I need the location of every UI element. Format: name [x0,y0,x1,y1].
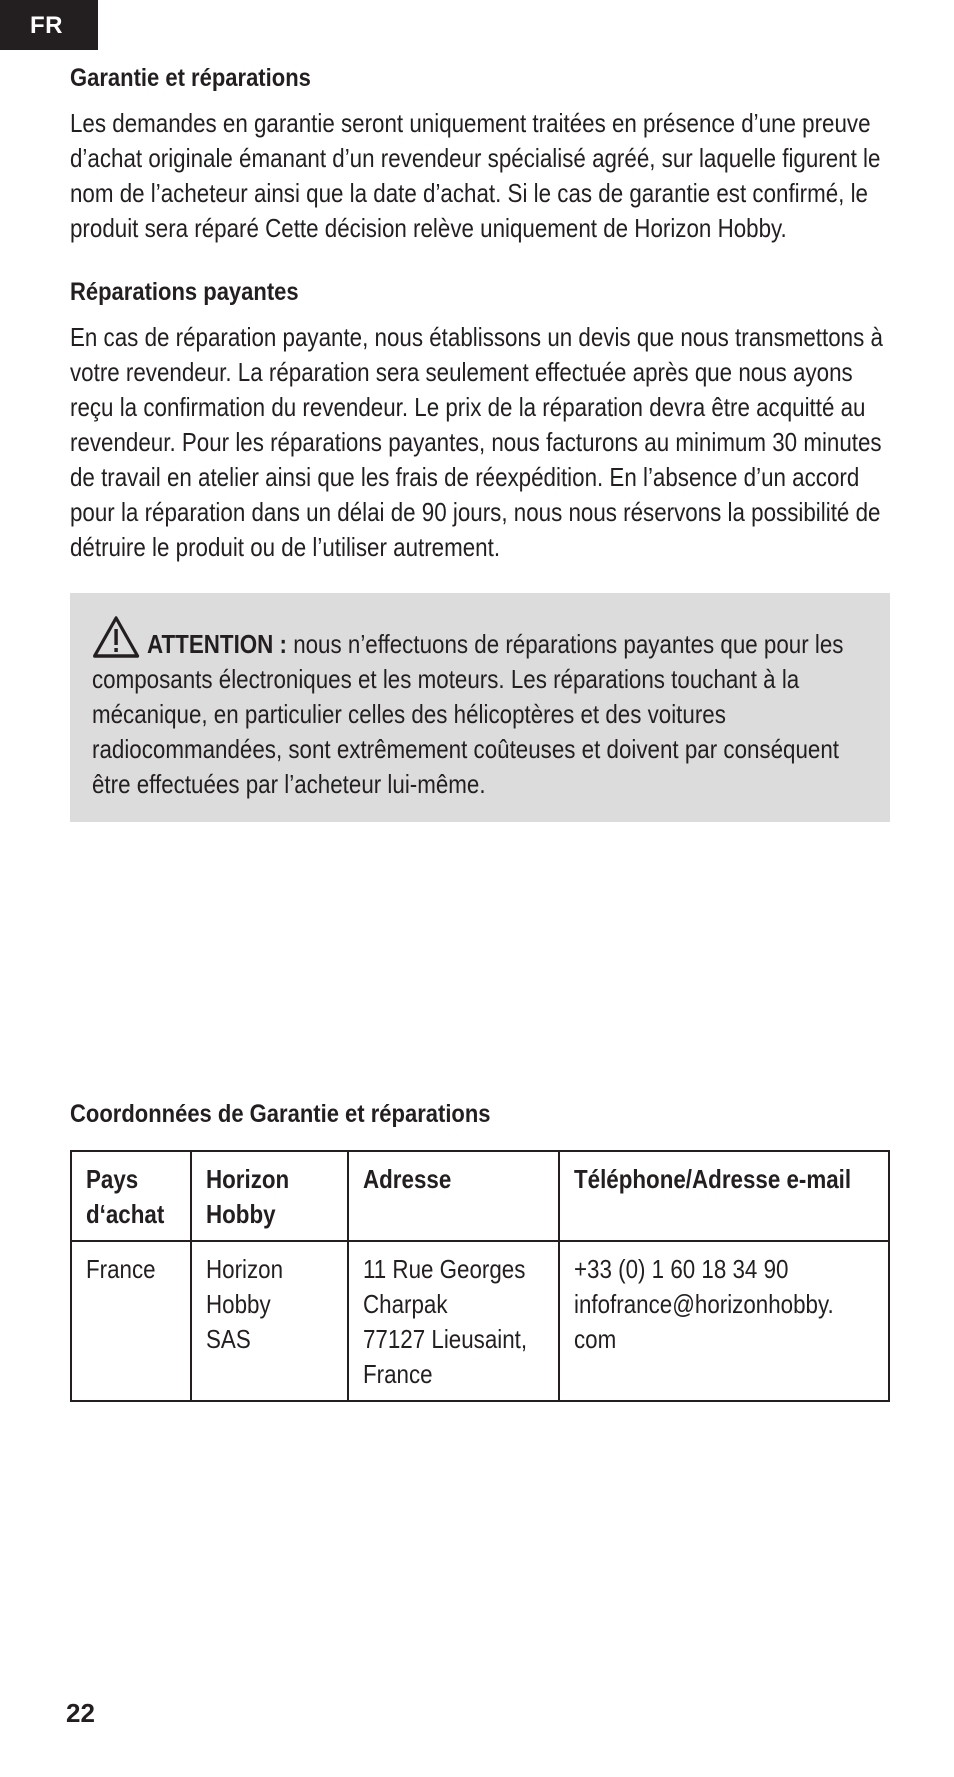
contacts-table [70,1150,890,1402]
paid-repairs-heading: Réparations payantes [70,278,299,306]
attention-label: ATTENTION : [147,629,287,659]
page-number: 22 [66,1698,95,1728]
warranty-heading: Garantie et réparations [70,64,311,92]
cell-phone-email: +33 (0) 1 60 18 34 90 infofrance@horizonhobby. com [559,1241,889,1401]
warning-triangle-icon [92,615,140,659]
language-tab: FR [0,0,98,50]
cell-company: Horizon Hobby SAS [191,1241,348,1401]
table-header-row [71,1151,889,1241]
attention-text: nous n’effectuons de réparations payantes que pour les composants électroniques et les moteurs. Les réparations touchant à la mécanique, en particulier celles des hélicoptères et des voitures radiocommandées, sont extrêmement coûteuses et doivent par conséquent être effectuées par l’acheteur lui-même. [92,629,844,799]
cell-country: France [71,1241,191,1401]
table-row [71,1241,889,1401]
attention-box [70,593,890,822]
contacts-section [70,1096,890,1402]
warranty-paragraph: Les demandes en garantie seront uniquement traitées en présence d’une preuve d’achat originale émanant d’un revendeur spécialisé agréé, sur laquelle figurent le nom de l’acheteur ainsi que la date d’achat. Si le cas de garantie est confirmé, le produit sera réparé Cette décision relève uniquement de Horizon Hobby. [70,108,881,243]
attention-paragraph [92,615,849,802]
header-address: Adresse [348,1151,559,1241]
header-phone-email: Téléphone/Adresse e-mail [559,1151,889,1241]
header-company: Horizon Hobby [191,1151,348,1241]
cell-address: 11 Rue Georges Charpak 77127 Lieusaint, France [348,1241,559,1401]
main-content [70,60,890,822]
header-country: Pays d‘achat [71,1151,191,1241]
paid-repairs-paragraph: En cas de réparation payante, nous établissons un devis que nous transmettons à votre revendeur. La réparation sera seulement effectuée après que nous ayons reçu la confirmation du revendeur. Le prix de la réparation devra être acquitté au revendeur. Pour les réparations payantes, nous facturons au minimum 30 minutes de travail en atelier ainsi que les frais de réexpédition. En l’absence d’un accord pour la réparation dans un délai de 90 jours, nous nous réservons la possibilité de détruire le produit ou de l’utiliser autrement. [70,322,883,562]
contacts-heading: Coordonnées de Garantie et réparations [70,1100,491,1128]
